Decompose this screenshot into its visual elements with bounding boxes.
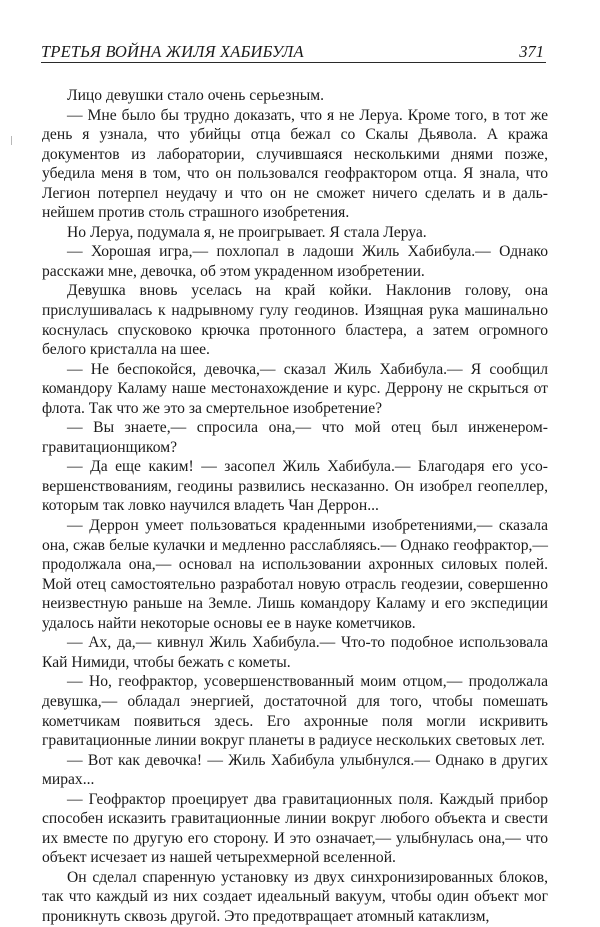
paragraph: — Да еще каким! — засопел Жиль Хабибула.— Благодаря его усовершенствованиям, геодины развились несказанно. Он изобрел геопеллер, которым так ловко научился владеть Чан Деррон... <box>42 458 548 515</box>
running-title: ТРЕТЬЯ ВОЙНА ЖИЛЯ ХАБИБУЛА <box>41 42 304 61</box>
paragraph: — Не беспокойся, девочка,— сказал Жиль Хабибула.— Я сообщил командору Каламу наше местонахождение и курс. Деррону не скрыться от флота. Так что же это за смертельное изобретение? <box>42 360 548 417</box>
paragraph: — Геофрактор проецирует два гравитационных поля. Каждый прибор способен исказить гравитационные линии вокруг любого объекта и свести их вместе по другую его сторону. И это означает,— улыбнулась она,— что объект исчезает из нашей четырехмерной вселенной. <box>42 790 548 867</box>
page-number: 371 <box>519 42 544 61</box>
paragraph: — Вот как девочка! — Жиль Хабибула улыбнулся.— Однако в других мирах... <box>42 751 548 789</box>
paragraph: Девушка вновь уселась на край койки. Наклонив голову, она прислушивалась к надрывному гулу геодинов. Изящная рука машинально коснулась спусковоко крючка протонного бластера, а затем огромного белого кристалла на шее. <box>42 282 548 359</box>
paragraph: — Но, геофрактор, усовершенствованный моим отцом,— продолжала девушка,— обладал энергией, достаточной для того, чтобы помешать кометчикам появиться здесь. Его ахронные поля могли искривить гравитационные линии вокруг планеты в радиусе нескольких световых лет. <box>42 673 548 750</box>
paragraph: Но Леруа, подумала я, не проигрывает. Я стала Леруа. <box>67 223 427 241</box>
paragraph: — Вы знаете,— спросила она,— что мой отец был инженером-гравитационщиком? <box>42 419 548 456</box>
paragraph: — Ах, да,— кивнул Жиль Хабибула.— Что-то подобное использовала Кай Нимиди, чтобы бежать с кометы. <box>42 634 548 671</box>
paragraph: — Деррон умеет пользоваться краденными изобретениями,— сказала она, сжав белые кулачки и медленно расслабляясь.— Однако геофрактор,— продолжала она,— основал на использовании ахронных силовых полей. Мой отец самостоятельно разработал новую отрасль геодезии, совершенно неизвестную раньше на Земле. Лишь командору Каламу и его экспедиции удалось найти некоторые основы ее в науке кометчиков. <box>42 517 548 632</box>
paragraph: — Хорошая игра,— похлопал в ладоши Жиль Хабибула.— Однако расскажи мне, девочка, об этом украденном изобретении. <box>42 243 548 280</box>
paragraph: Он сделал спаренную установку из двух синхронизированных блоков, так что каждый из них создает идеальный вакуум, чтобы один объект мог проникнуть сквозь другой. Это предотвращает атомный катаклизм, <box>42 868 548 925</box>
paragraph: — Мне было бы трудно доказать, что я не Леруа. Кроме того, в тот же день я узнала, что убийцы отца бежал со Скалы Дьявола. А кража документов из лаборатории, случившаяся несколькими днями позже, убедила меня в том, что он пользовался геофрактором отца. Я знала, что Легион потерпел неудачу и что он не сможет ничего сделать и в дальнейшем против столь страшного изобретения. <box>42 106 548 222</box>
scan-artifact <box>11 136 12 145</box>
page-header <box>41 40 546 63</box>
paragraph: Лицо девушки стало очень серьезным. <box>67 87 325 104</box>
body-text <box>42 86 548 927</box>
